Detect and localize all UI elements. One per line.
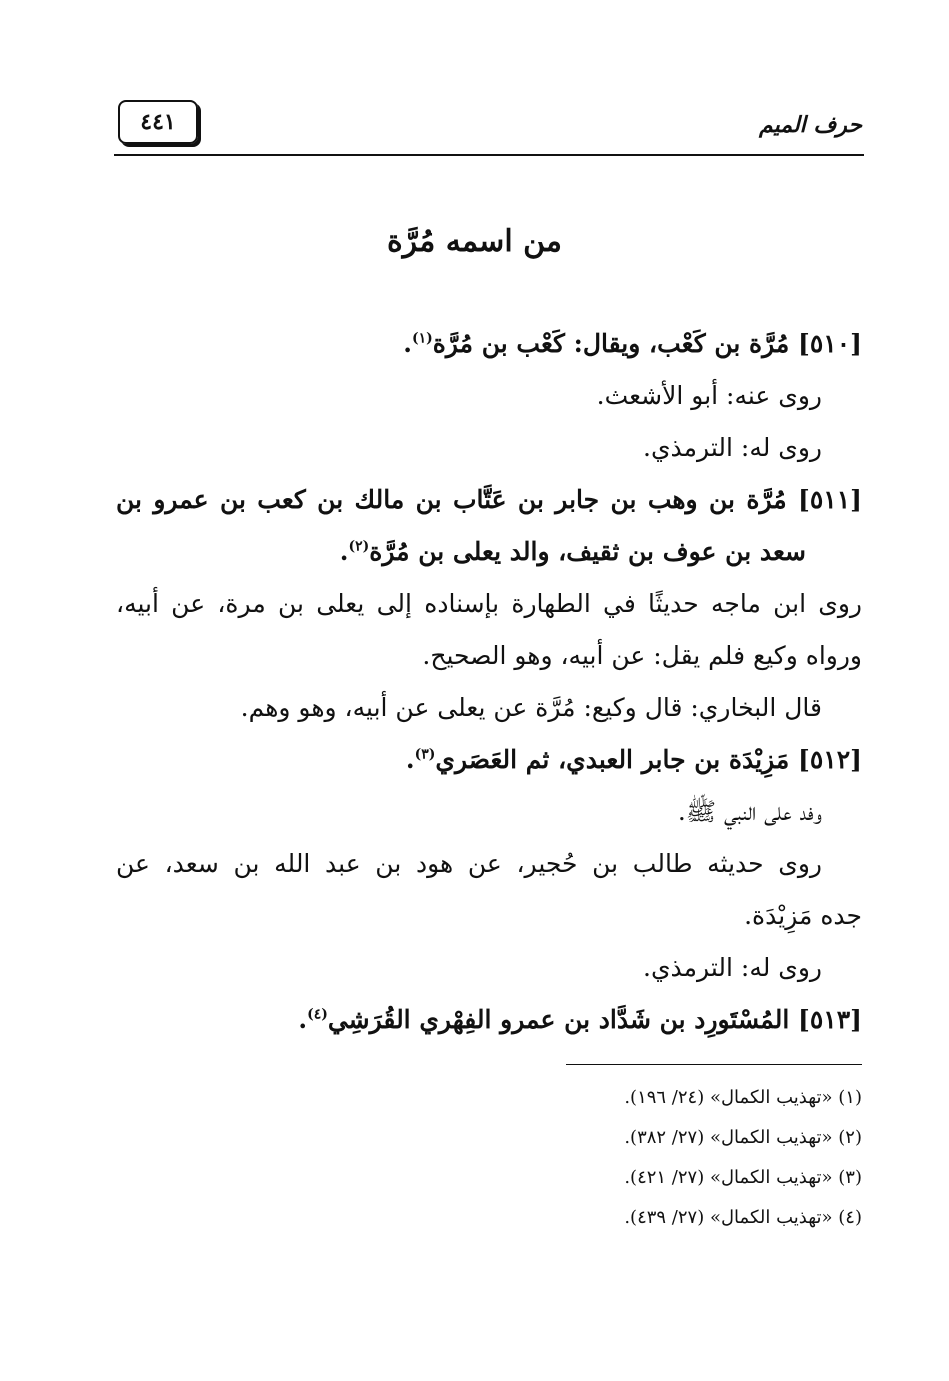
text-line: روى حديثه طالب بن حُجير، عن هود بن عبد الله بن سعد، عن (116, 849, 822, 878)
entry-name: مُرَّة بن وهب بن جابر بن عَتَّاب بن مالك بن كعب بن عمرو بن (116, 485, 787, 514)
entry-511-continued: سعد بن عوف بن ثقيف، والد يعلى بن مُرَّة$^{(٢)}$. (339, 537, 806, 566)
footnote: (٣) «تهذيب الكمال» (٢٧/ ٤٢١). (624, 1167, 862, 1188)
footnote-ref: (٢) (348, 538, 370, 555)
entry-name: المُسْتَورِد بن شَدَّاد بن عمرو الفِهْري القُرَشِي (327, 1005, 790, 1034)
entry-name: مَزِيْدَة بن جابر العبدي، ثم العَصَري (435, 745, 790, 774)
footnotes (116, 1078, 862, 1238)
entry-513: [٥١٣] المُسْتَورِد بن شَدَّاد بن عمرو الفِهْري القُرَشِي$^{(٤)}$. (298, 1005, 862, 1034)
footnote: (٢) «تهذيب الكمال» (٢٧/ ٣٨٢). (624, 1127, 862, 1148)
footnote-ref: (٤) (307, 1006, 328, 1023)
running-head: حرف الميم (758, 112, 862, 138)
entry-511 (116, 474, 862, 526)
footnote: (٤) «تهذيب الكمال» (٢٧/ ٤٣٩). (624, 1207, 862, 1228)
main-text (116, 318, 862, 1046)
entry-number: [٥١٢] (798, 745, 862, 774)
text-line: روى له: الترمذي. (643, 433, 822, 462)
entry-number: [٥١٠] (798, 329, 862, 358)
text-line: روى له: الترمذي. (643, 953, 822, 982)
footnote-rule (566, 1064, 862, 1065)
entry-name: سعد بن عوف بن ثقيف، والد يعلى بن مُرَّة (369, 537, 806, 566)
text-line: روى ابن ماجه حديثًا في الطهارة بإسناده إلى يعلى بن مرة، عن أبيه، (116, 589, 862, 618)
text-line: روى عنه: أبو الأشعث. (596, 381, 822, 410)
entry-number: [٥١٣] (798, 1005, 862, 1034)
text-line: جده مَزِيْدَة. (744, 901, 862, 930)
page-header (114, 96, 864, 156)
footnote: (١) «تهذيب الكمال» (٢٤/ ١٩٦). (624, 1087, 862, 1108)
entry-510: [٥١٠] مُرَّة بن كَعْب، ويقال: كَعْب بن مُرَّة$^{(١)}$. (403, 329, 862, 358)
footnote-ref: (٣) (414, 746, 436, 763)
entry-name: مُرَّة بن كَعْب، ويقال: كَعْب بن مُرَّة (432, 329, 790, 358)
section-title: من اسمه مُرَّة (386, 224, 563, 259)
page-number: ٤٤١ (118, 100, 198, 144)
text-line: ورواه وكيع فلم يقل: عن أبيه، وهو الصحيح. (422, 641, 862, 670)
entry-512: [٥١٢] مَزِيْدَة بن جابر العبدي، ثم العَصَري$^{(٣)}$. (405, 745, 862, 774)
footnote-ref: (١) (411, 330, 433, 347)
header-rule (114, 154, 864, 156)
entry-number: [٥١١] (798, 485, 862, 514)
text-line: وفد على النبي ﷺ. (677, 797, 822, 826)
text-line: قال البخاري: قال وكيع: مُرَّة عن يعلى عن أبيه، وهو وهم. (240, 693, 822, 722)
